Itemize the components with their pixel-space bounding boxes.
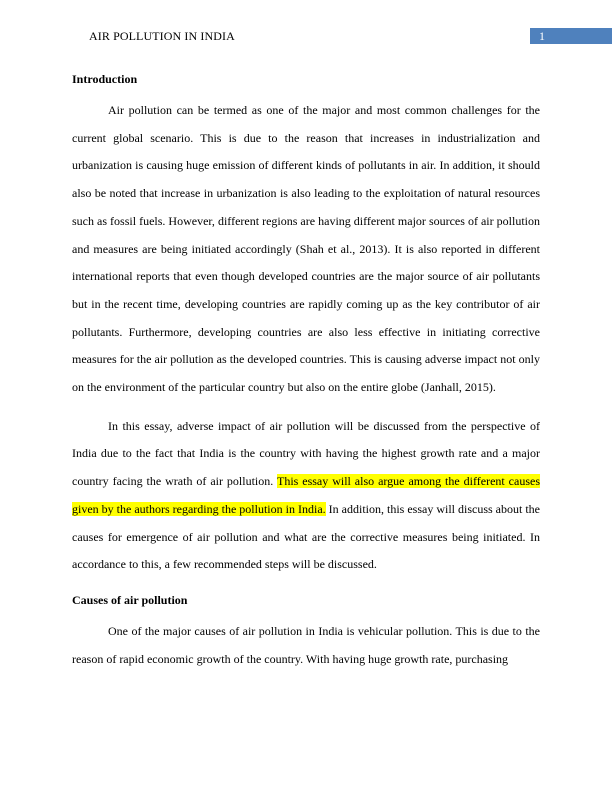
causes-paragraph-1: One of the major causes of air pollution in India is vehicular pollution. This is due to the reason of rapid economic growth of the country. With having huge growth rate, purchasing	[72, 623, 540, 666]
paragraph-text: In this essay, adverse impact of air pollution will be discussed from the perspective of India due to the fact that India is the country with having the highest growth rate and a major country facing the wrath of air pollution.	[72, 418, 540, 489]
page-number: 1	[530, 28, 612, 44]
section-heading-introduction: Introduction	[72, 72, 138, 86]
introduction-paragraph-2	[72, 413, 540, 579]
introduction-paragraph-1: Air pollution can be termed as one of the major and most common challenges for the current global scenario. This is due to the reason that increases in industrialization and urbanization is causing huge emission of different kinds of pollutants in air. In addition, it should also be noted that increase in urbanization is also leading to the exploitation of natural resources such as fossil fuels. However, different regions are having different major sources of air pollution and measures are being initiated accordingly (Shah et al., 2013). It is also reported in different international reports that even though developed countries are the major source of air pollutants but in the recent time, developing countries are rapidly coming up as the key contributor of air pollutants. Furthermore, developing countries are also less effective in initiating corrective measures for the air pollution as the developed countries. This is causing adverse impact not only on the environment of the particular country but also on the entire globe (Janhall, 2015).	[72, 103, 540, 395]
highlighted-text: This essay will also argue among the different causes given by the authors regarding the pollution in India.	[72, 474, 540, 516]
running-head: AIR POLLUTION IN INDIA	[89, 29, 235, 43]
section-heading-causes: Causes of air pollution	[72, 592, 188, 607]
document-body	[72, 69, 540, 684]
paragraph-text: In addition, this essay will discuss about the causes for emergence of air pollution and what are the corrective measures being initiated. In accordance to this, a few recommended steps will be discussed.	[72, 501, 540, 572]
